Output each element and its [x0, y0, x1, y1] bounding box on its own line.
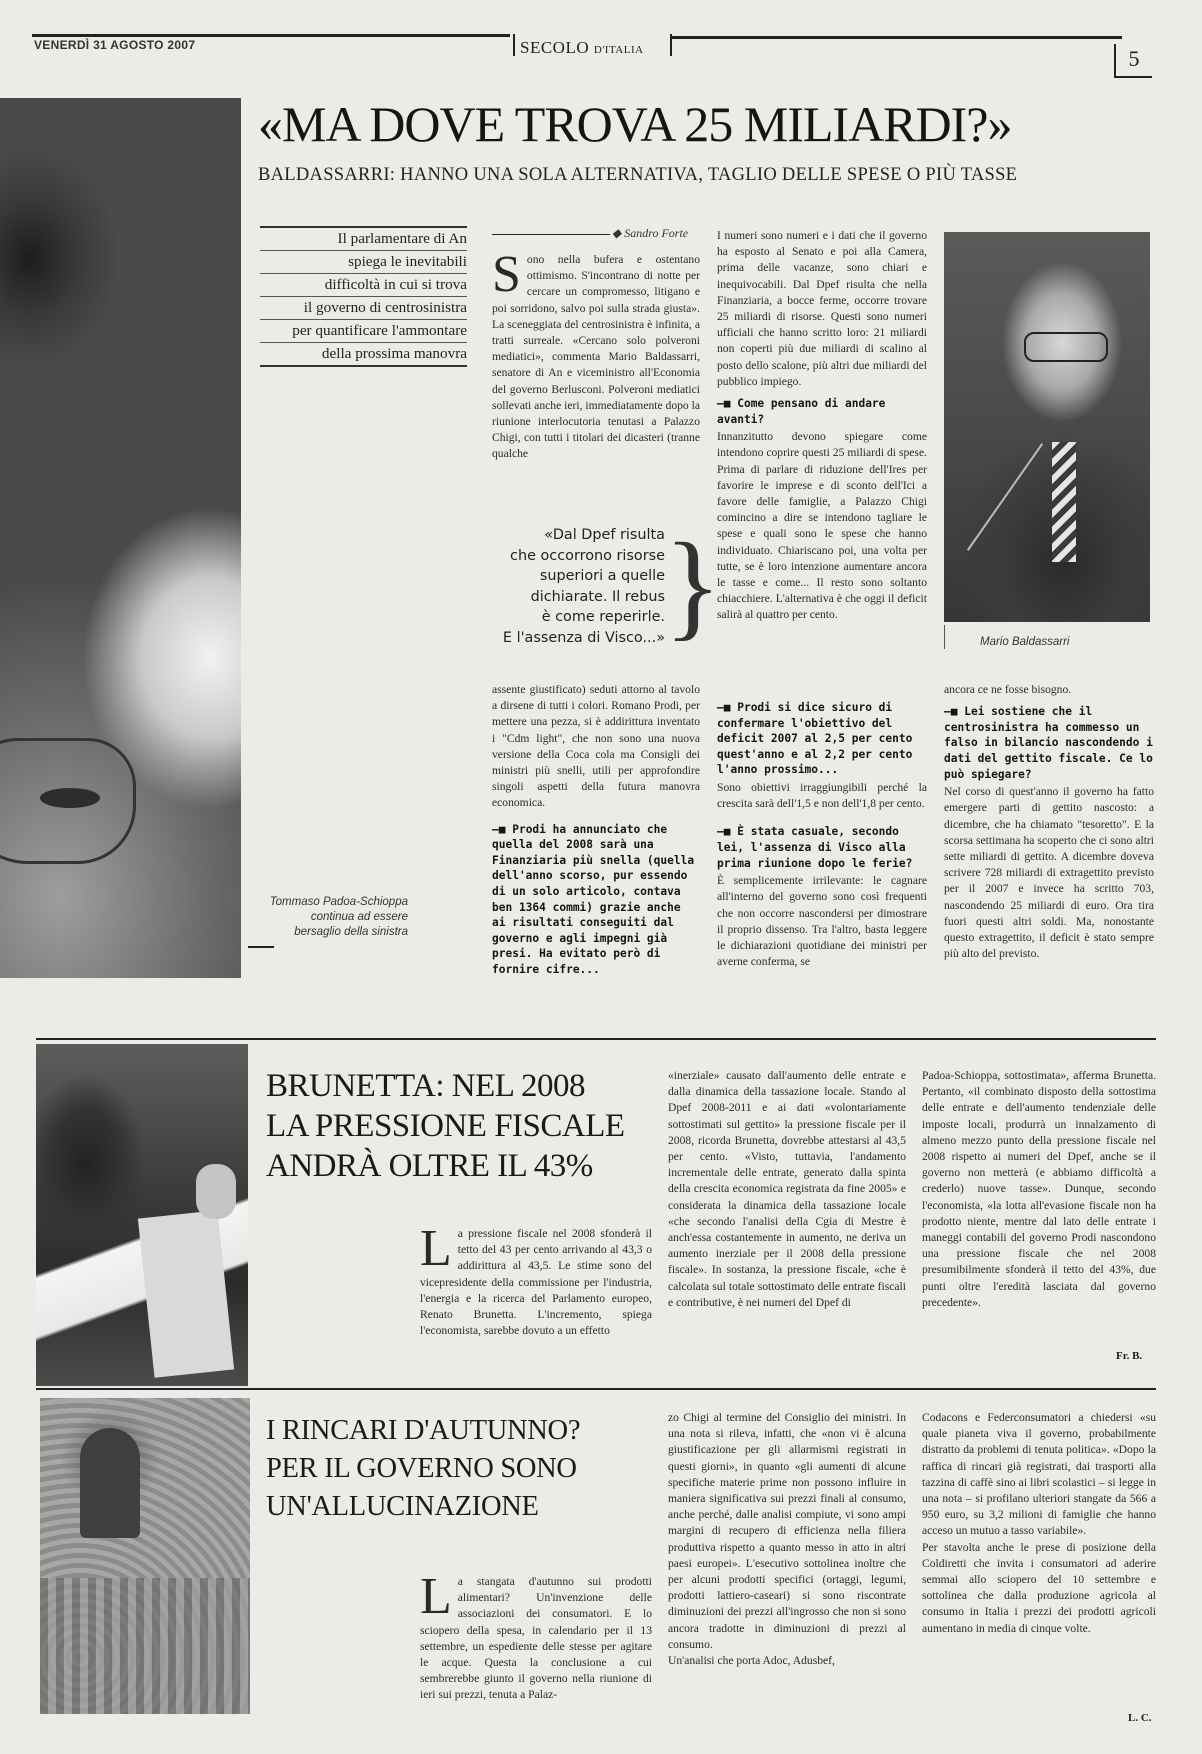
question-4: —■ È stata casuale, secondo lei, l'assenza di Visco alla prima riunione dopo le ferie? [717, 824, 927, 871]
header-rule-left [32, 34, 510, 37]
brunetta-signature: Fr. B. [1116, 1350, 1143, 1362]
papers-shape [138, 1210, 234, 1377]
baldassarri-photo [944, 232, 1150, 622]
rincari-signature: L. C. [1128, 1712, 1152, 1724]
header-paper-name [520, 38, 644, 58]
brunetta-col3: Padoa-Schioppa, sottostimata», afferma Brunetta. Pertanto, «il combinato disposto della sottostima delle entrate e dell'aumento tendenziale delle imposte locali, produrrà un innalzamento di almeno mezzo punto della pressione fiscale nel 2008 rispetto ai numeri del Dpef, anche se il governo non metterà (e abbiamo difficoltà a crederlo) nuove tasse». Dunque, secondo l'economista, «la lotta all'evasione fiscale non ha prodotto niente, mentre dal lato delle entrate i maneggi contabili del governo Prodi nascondono una pressione fiscale che nel 2008 presumibilmente sfonderà il tetto del 43%, due punti oltre l'eredità lasciata dal governo precedente». [922, 1069, 1156, 1309]
main-col1-bottom: assente giustificato) seduti attorno al tavolo a dirsene di tutti i colori. Romano Prodi, per mettere una pezza, si è addirittura inventato i "Cdm light", che non sono una nuova versione della Coca cola ma Consigli dei ministri più snelli, utili per approfondire singoli aspetti della futura manovra economica. —■ Prodi ha annunciato che quella del 2008 sarà una Finanziaria più snella (quella dell'anno scorso, pur essendo di un solo articolo, contava ben 1364 commi) grazie anche ai risultati conseguiti dal governo e agli impegni già presi. Ha evitato però di fornire cifre... [492, 682, 700, 982]
photo-rule [944, 625, 945, 649]
dropcap-s: S [492, 252, 521, 303]
pull-quote-brace: } [664, 518, 722, 651]
brunetta-col1: L a pressione fiscale nel 2008 sfonderà il tetto del 43 per cento arrivando al 43,3 o addirittura al 43,5. Le stime sono del vicepresidente della commissione per l'industria, l'energia e la ricerca del Parlamento europeo, Renato Brunetta. L'incremento, spiega l'economista, sarebbe dovuto a un effetto [420, 1226, 652, 1338]
section-separator-2 [36, 1388, 1156, 1390]
padoa-schioppa-caption: Tommaso Padoa-Schioppa continua ad essere bersaglio della sinistra [269, 896, 408, 938]
article-summary: Il parlamentare di An spiega le inevitabili difficoltà in cui si trova il governo di centrosinistra per quantificare l'ammontare della prossima manovra [260, 226, 467, 367]
brunetta-photo [36, 1044, 248, 1386]
rincari-col1: L a stangata d'autunno sui prodotti alimentari? Un'invenzione delle associazioni dei consumatori. E lo sciopero della spesa, in calendario per il 13 settembre, un espediente delle stesse per agitare le acque. Questa la conclusione a cui sembrerebbe giunto il governo nella riunione di ieri sui prezzi, tenuta a Palaz- [420, 1574, 652, 1702]
rincari-headline: I RINCARI D'AUTUNNO? PER IL GOVERNO SONO UN'ALLUCINAZIONE [266, 1415, 581, 1522]
padoa-schioppa-photo [0, 98, 241, 978]
rincari-col2: zo Chigi al termine del Consiglio dei ministri. In una nota si rileva, infatti, che «non vi è alcuna giustificazione per gli allarmismi registrati in questi giorni», in quanto «gli aumenti di alcune specifiche materie prime non possono influire in maniera significativa sui prezzi finali al consumo, anche perché, dalle analisi compiute, vi sono ampi margini di recupero di efficienza nella filiera produttiva rispetto a quanto messo in atto in altri paesi europei». L'esecutivo sottolinea inoltre che per alcuni prodotti specifici (ortaggi, legumi, prodotti lattiero-caseari) si sono riscontrate diminuzioni dei prezzi all'ingrosso che non si sono ancora tradotte in diminuzioni di prezzi al consumo. Un'analisi che porta Adoc, Adusbef, [668, 1411, 906, 1668]
header-rule-divider [513, 34, 515, 56]
header-date: VENERDÌ 31 AGOSTO 2007 [34, 38, 196, 52]
main-col2: I numeri sono numeri e i dati che il governo ha esposto al Senato e poi alla Camera, prima delle vacanze, sono chiari e inequivocabili. Dal Dpef risulta che nella Finanziaria, a bocce ferme, occorre trovare 25 miliardi di risorse. Questi sono numeri ufficiali che hanno scritto loro: 21 miliardi non coperti più due miliardi di scalino al posto dello scalone, più altri due miliardi del pubblico impiego. —■ Come pensano di andare avanti? Innanzitutto devono spiegare come intendono coprire questi 25 miliardi di spese. Prima di parlare di riduzione dell'Ires per favorire le imprese e di sconto dell'Ici a favore delle famiglie, a Palazzo Chigi comincino a dire se intendono tagliare le spese e quali sono le spese che hanno individuato. Chiariscano poi, una volta per tutte, se è loro intenzione aumentare ancora le tasse e come... Il resto sono soltanto chiacchiere. L'alternativa è che oggi il deficit salirà al quattro per cento. [717, 228, 927, 696]
paper-name: SECOLO [520, 38, 590, 57]
question-1: —■ Prodi ha annunciato che quella del 2008 sarà una Finanziaria più snella (quella dell'anno scorso, pur essendo di un solo articolo, contava ben 1364 commi) grazie anche ai risultati conseguiti dal governo e agli impegni già presi. Ha evitato però di fornire cifre... [492, 822, 700, 978]
dropcap-l2: L [420, 1574, 452, 1625]
microphone [967, 443, 1043, 551]
main-col1-top: S ono nella bufera e ostentano ottimismo. S'incontrano di notte per cercare un compromesso, litigano e poi sorridono, salvo poi sulla strada giusta». La sceneggiata del centrosinistra è infinita, a tratti surreale. «Cercano solo polveroni mediatici», commenta Mario Baldassarri, senatore di An e viceministro all'Economia del governo Berlusconi. Polveroni mediatici sollevati anche ieri, immediatamente dopo la riunione interlocutoria tenutasi a Palazzo Chigi, con tutti i titolari dei dicasteri (tranne qualche [492, 252, 700, 461]
rincari-col3: Codacons e Federconsumatori a chiedersi «su quale pianeta viva il governo, probabilmente distratto da problemi di tenuta politica». «Dopo la raffica di rincari già registrati, dai trasporti alla tazzina di caffè sino ai libri scolastici – si legge in una nota – si profilano ulteriori stangate da 566 a 950 euro, su 3,2 milioni di famiglie che hanno acceso un mutuo a tasso variabile». Per stavolta anche le prese di posizione della Coldiretti che invita i consumatori ad aderire semmai allo sciopero del 10 settembre e sottolinea che dalla produzione agricola al consumo in Italia i prezzi dei prodotti agricoli aumentano in media di cinque volte. [922, 1411, 1156, 1635]
question-5: —■ Lei sostiene che il centrosinistra ha commesso un falso in bilancio nascondendo i dati del gettito fiscale. Ce lo può spiegare? [944, 704, 1154, 782]
page-number: 5 [1114, 44, 1152, 78]
brunetta-headline: BRUNETTA: NEL 2008 LA PRESSIONE FISCALE ANDRÀ OLTRE IL 43% [266, 1068, 625, 1184]
byline-rule [492, 234, 610, 235]
main-col2-bottom: —■ Prodi si dice sicuro di confermare l'obiettivo del deficit 2007 al 2,5 per cento quest'anno e al 2,2 per cento l'anno prossimo... Sono obiettivi irraggiungibili perché la crescita sarà dell'1,5 e non dell'1,8 per cento. —■ È stata casuale, secondo lei, l'assenza di Visco alla prima riunione dopo le ferie? È semplicemente irrilevante: le cagnare all'interno del governo sono così frequenti che non occorre nascondersi per dimostrare il proprio dissenso. Tra l'altro, basta leggere le dichiarazioni quotidiane dei ministri per averne conferma, se [717, 700, 927, 980]
vendor-shape [80, 1428, 140, 1538]
section-separator-1 [36, 1038, 1156, 1040]
main-headline: «MA DOVE TROVA 25 MILIARDI?» [258, 96, 1012, 152]
question-2: —■ Come pensano di andare avanti? [717, 396, 927, 427]
produce-shape [40, 1578, 250, 1714]
pull-quote: «Dal Dpef risulta che occorrono risorse superiori a quelle dichiarate. Il rebus è come reperirle. E l'assenza di Visco...» [502, 527, 665, 646]
main-subheadline: BALDASSARRI: HANNO UNA SOLA ALTERNATIVA, TAGLIO DELLE SPESE O PIÙ TASSE [258, 165, 1018, 185]
baldassarri-caption: Mario Baldassarri [980, 636, 1070, 648]
caption-rule [248, 946, 274, 948]
paper-suffix: D'ITALIA [593, 44, 644, 56]
rincari-photo [40, 1398, 250, 1714]
dropcap-l: L [420, 1226, 452, 1277]
eye-shape [40, 788, 100, 808]
header-rule-right [672, 36, 1122, 39]
tie-shape [1052, 442, 1076, 562]
question-3: —■ Prodi si dice sicuro di confermare l'obiettivo del deficit 2007 al 2,5 per cento quest'anno e al 2,2 per cento l'anno prossimo... [717, 700, 927, 778]
main-col3: ancora ce ne fosse bisogno. —■ Lei sostiene che il centrosinistra ha commesso un falso in bilancio nascondendo i dati del gettito fiscale. Ce lo può spiegare? Nel corso di quest'anno il governo ha fatto emergere parti di gettito nascosto: a dicembre, che ha chiamato "tesoretto". E la scorsa settimana ha scoperto che ci sono altri sette miliardi di gettito. A dicembre doveva scrivere 728 miliardi di extragettito previsto per il 2007 e invece ha scritto 703, nascondendo 25 miliardi di euro. Ora tira fuori questi altri soldi. Ma, nonostante questo extragettito, il deficit è stato sempre più alto del previsto. [944, 682, 1154, 982]
hand-shape [196, 1164, 236, 1219]
brunetta-col2: «inerziale» causato dall'aumento delle entrate e dalla dinamica della tassazione locale. Stando al Dpef 2008-2011 e ai dati «volontariamente sottostimati sul gettito» la pressione fiscale per il 2008, ricorda Brunetta, dovrebbe attestarsi al 43,5 per cento. «Visto, tuttavia, l'andamento incrementale delle entrate, generato dalla spinta della crescita economica registrata da fine 2005» e considerata la dinamica della tassazione locale «che secondo l'analisi della Cgia di Mestre è anch'essa costantemente in aumento, ne deriva un aumento inerziale per il 2008 della pressione fiscale». In sostanza, la pressione fiscale, «che è calcolata sul totale sottostimato delle entrate fiscali e contributive, è nei numeri del Dpef di [668, 1069, 906, 1309]
byline: ◆ Sandro Forte [612, 226, 689, 240]
glasses-shape [1024, 332, 1108, 362]
